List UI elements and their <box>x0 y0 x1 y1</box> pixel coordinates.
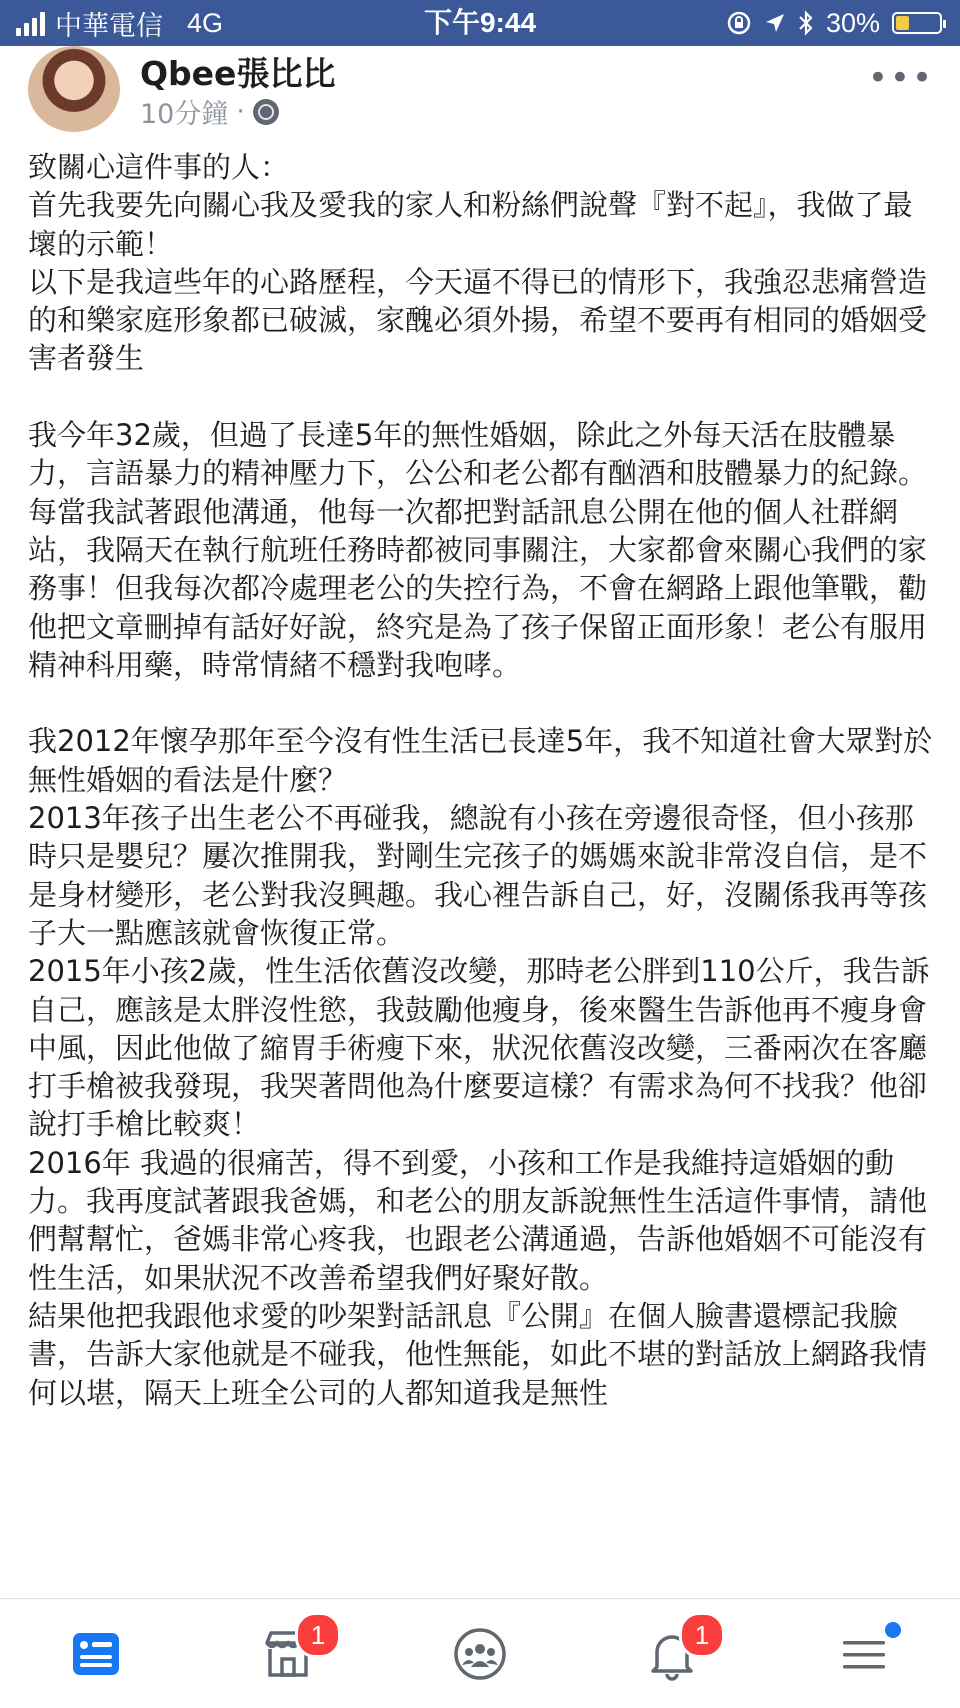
meta-separator: · <box>236 96 245 127</box>
paragraph: 致關心這件事的人： <box>28 150 290 184</box>
tab-menu[interactable] <box>809 1614 919 1694</box>
more-options-icon[interactable]: ••• <box>867 58 934 98</box>
paragraph: 2016年 我過的很痛苦，得不到愛，小孩和工作是我維持這婚姻的動力。我再度試著跟我爸媽，和老公的朋友訴說無性生活這件事情，請他們幫幫忙，爸媽非常心疼我，也跟老公溝通過，告訴他婚姻不可能沒有性生活，如果狀況不改善希望我們好聚好散。 <box>28 1145 928 1295</box>
paragraph: 以下是我這些年的心路歷程，今天逼不得已的情形下，我強忍悲痛營造的和樂家庭形象都已破滅，家醜必須外揚，希望不要再有相同的婚姻受害者發生 <box>28 264 928 376</box>
paragraph: 2013年孩子出生老公不再碰我，總說有小孩在旁邊很奇怪，但小孩那時只是嬰兒？屢次推開我，對剛生完孩子的媽媽來說非常沒自信，是不是身材變形，老公對我沒興趣。我心裡告訴自己，好，沒關係我再等孩子大一點應該就會恢復正常。 <box>28 801 928 950</box>
menu-icon <box>835 1625 893 1683</box>
battery-icon <box>892 12 942 34</box>
paragraph: 我2012年懷孕那年至今沒有性生活已長達5年，我不知道社會大眾對於無性婚姻的看法是什麼？ <box>28 724 933 797</box>
paragraph-gap <box>28 684 936 722</box>
battery-percent: 30% <box>825 7 880 38</box>
status-bar <box>0 0 960 46</box>
tab-notifications[interactable] <box>617 1614 727 1694</box>
avatar[interactable] <box>28 46 120 132</box>
author-name[interactable]: Qbee張比比 <box>140 54 336 93</box>
bottom-nav <box>0 1598 960 1708</box>
bluetooth-icon <box>798 10 814 36</box>
paragraph: 結果他把我跟他求愛的吵架對話訊息『公開』在個人臉書還標記我臉書，告訴大家他就是不碰我，他性無能，如此不堪的對話放上網路我情何以堪，隔天上班全公司的人都知道我是無性 <box>28 1298 928 1410</box>
post-meta <box>140 92 279 131</box>
carrier-label: 中華電信 <box>55 10 163 41</box>
tab-news-feed[interactable] <box>41 1614 151 1694</box>
paragraph: 2015年小孩2歲，性生活依舊沒改變，那時老公胖到110公斤，我告訴自己，應該是太胖沒性慾，我鼓勵他瘦身，後來醫生告訴他再不瘦身會中風，因此他做了縮胃手術瘦下來，狀況依舊沒改變，三番兩次在客廳打手槍被我發現，我哭著問他為什麼要這樣？有需求為何不找我？他卻說打手槍比較爽！ <box>28 954 930 1142</box>
status-left <box>16 0 223 46</box>
network-label: 4G <box>187 7 224 38</box>
paragraph-gap <box>28 378 936 416</box>
notifications-badge: 1 <box>679 1612 725 1658</box>
paragraph: 首先我要先向關心我及愛我的家人和粉絲們說聲『對不起』，我做了最壞的示範！ <box>28 188 913 261</box>
clock: 下午9:44 <box>423 7 537 38</box>
marketplace-badge: 1 <box>295 1612 341 1658</box>
post-body <box>28 148 936 1598</box>
groups-icon <box>451 1625 509 1683</box>
rotation-lock-icon <box>726 10 752 36</box>
news-feed-icon <box>67 1625 125 1683</box>
tab-marketplace[interactable] <box>233 1614 343 1694</box>
signal-icon <box>16 10 45 36</box>
status-right <box>726 0 942 46</box>
location-icon <box>764 12 786 34</box>
paragraph: 我今年32歲，但過了長達5年的無性婚姻，除此之外每天活在肢體暴力，言語暴力的精神壓力下，公公和老公都有酗酒和肢體暴力的紀錄。每當我試著跟他溝通，他每一次都把對話訊息公開在他的個人社群網站，我隔天在執行航班任務時都被同事關注，大家都會來關心我們的家務事！但我每次都冷處理老公的失控行為，不會在網路上跟他筆戰，勸他把文章刪掉有話好好說，終究是為了孩子保留正面形象！老公有服用精神科用藥，時常情緒不穩對我咆哮。 <box>28 418 928 682</box>
tab-groups[interactable] <box>425 1614 535 1694</box>
post-header <box>0 46 960 136</box>
menu-indicator-dot <box>885 1622 901 1638</box>
globe-icon <box>253 99 279 125</box>
post-time[interactable]: 10分鐘 <box>140 99 229 130</box>
